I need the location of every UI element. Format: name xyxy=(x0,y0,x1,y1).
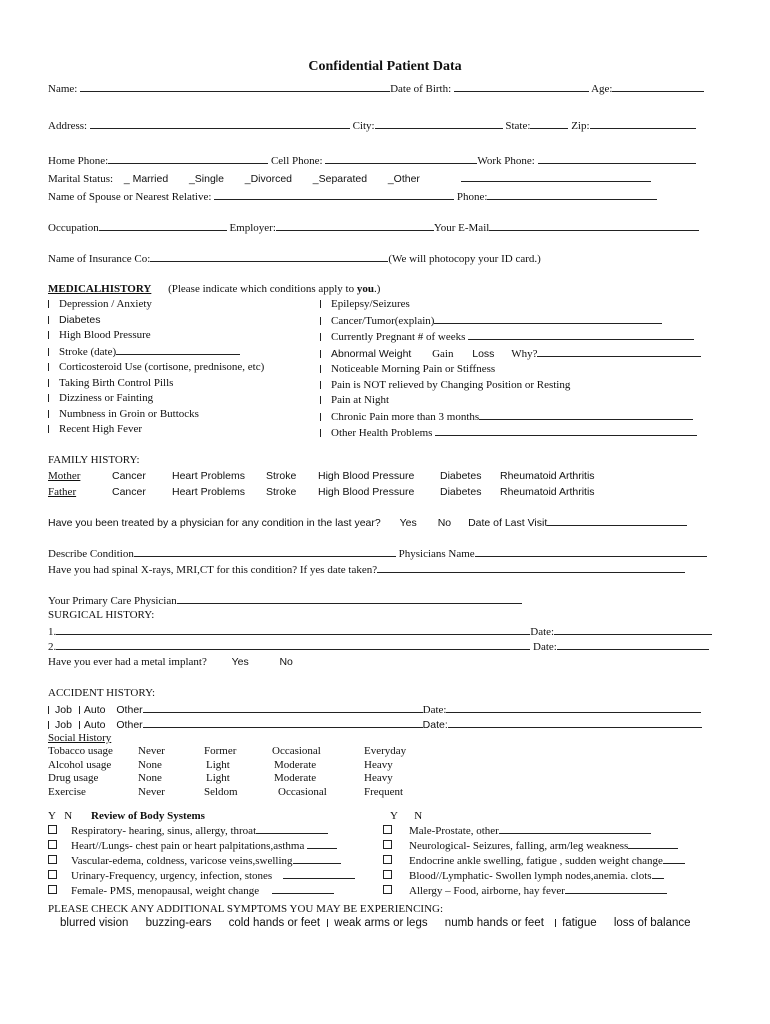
ros-item-label: Neurological- Seizures, falling, arm/leg weakness xyxy=(409,840,629,852)
ros-n-header: N xyxy=(414,810,423,822)
spouse-label: Name of Spouse or Nearest Relative: xyxy=(48,191,212,203)
accident-row-2 xyxy=(48,717,702,732)
social-row-exercise xyxy=(48,786,406,800)
symptoms-row xyxy=(60,916,691,930)
treated-yes-option[interactable]: Yes xyxy=(399,517,417,529)
medical-item-cancer[interactable] xyxy=(320,313,701,330)
ros-urinary-field[interactable] xyxy=(283,868,355,879)
other-health-field[interactable] xyxy=(435,425,697,436)
marital-other-option[interactable]: _Other xyxy=(387,173,420,185)
social-option[interactable]: Light xyxy=(206,758,230,771)
surgical-row-2 xyxy=(48,639,709,654)
medical-left-list xyxy=(48,297,264,438)
ros-neuro-field[interactable] xyxy=(628,838,678,849)
ros-respiratory-field[interactable] xyxy=(256,823,328,834)
xray-row xyxy=(48,562,685,577)
ros-left-list xyxy=(48,823,355,898)
ros-right-header xyxy=(390,809,422,823)
surgical-item-1-label: 1. xyxy=(48,626,57,638)
marital-single-option[interactable]: _Single xyxy=(188,173,224,185)
condition-row xyxy=(48,546,707,561)
name-field[interactable] xyxy=(80,81,390,92)
last-visit-field[interactable] xyxy=(547,515,687,526)
social-option[interactable]: Occasional xyxy=(272,745,321,757)
marital-other-field[interactable] xyxy=(461,171,651,182)
cell-phone-label: Cell Phone: xyxy=(270,155,323,167)
ros-heading: Review of Body Systems xyxy=(91,810,205,822)
city-field[interactable] xyxy=(375,118,503,129)
medical-item-pain-not-relieved[interactable] xyxy=(320,378,701,394)
implant-yes-option[interactable]: Yes xyxy=(231,656,249,668)
physician-name-field[interactable] xyxy=(475,546,707,557)
ros-female-field[interactable] xyxy=(272,883,334,894)
social-option[interactable]: Everyday xyxy=(364,745,407,757)
ros-item-label: Male-Prostate, other xyxy=(409,825,499,837)
employer-field[interactable] xyxy=(276,220,434,231)
phone-row xyxy=(48,153,696,168)
medical-item-other[interactable] xyxy=(320,425,701,442)
dob-label: Date of Birth: xyxy=(390,83,452,95)
surgical-date-1-label: Date: xyxy=(530,626,555,638)
medical-item-label: Pain is NOT relieved by Changing Position or Resting xyxy=(331,378,571,391)
family-who: Father xyxy=(48,486,77,498)
occupation-row xyxy=(48,220,699,235)
social-heading: Social History xyxy=(48,732,112,744)
medical-right-list xyxy=(320,297,701,442)
ros-item-endocrine[interactable] xyxy=(383,853,685,868)
social-option[interactable]: Seldom xyxy=(204,785,238,798)
medical-item-label: High Blood Pressure xyxy=(59,329,151,341)
marital-other-label: Other xyxy=(393,173,420,185)
ros-right-list xyxy=(383,823,685,898)
accident-date-1-label: Date: xyxy=(422,704,447,716)
medical-item-morning-pain[interactable] xyxy=(320,362,701,378)
last-visit-label: Date of Last Visit xyxy=(468,517,548,529)
medical-item-label: Cancer/Tumor(explain) xyxy=(331,314,435,327)
treated-question: Have you been treated by a physician for any condition in the last year? xyxy=(48,517,381,529)
ros-item-blood[interactable] xyxy=(383,868,685,883)
medical-item-diabetes[interactable] xyxy=(48,313,264,329)
state-field[interactable] xyxy=(530,118,568,129)
accident-row-1 xyxy=(48,702,701,717)
address-field[interactable] xyxy=(90,118,350,129)
medical-item-dizziness[interactable] xyxy=(48,391,264,407)
accident-other-field[interactable] xyxy=(143,717,423,728)
ros-heart-field[interactable] xyxy=(307,838,337,849)
medical-item-label: Dizziness or Fainting xyxy=(59,392,154,404)
xray-label: Have you had spinal X-rays, MRI,CT for this condition? If yes date taken? xyxy=(48,564,378,576)
marital-label: Marital Status: xyxy=(48,173,114,185)
marital-married-option[interactable]: _ Married xyxy=(123,173,169,185)
state-label: State: xyxy=(505,120,531,132)
zip-label: Zip: xyxy=(571,120,590,132)
medical-instr-pre: (Please indicate which conditions apply to xyxy=(168,283,357,295)
social-option[interactable]: Heavy xyxy=(364,772,393,784)
social-option[interactable]: None xyxy=(138,758,162,771)
medical-item-label: Noticeable Morning Pain or Stiffness xyxy=(331,363,496,375)
family-mother-stroke[interactable]: Stroke xyxy=(266,470,297,482)
spouse-phone-field[interactable] xyxy=(487,189,657,200)
social-option[interactable]: Light xyxy=(206,772,230,784)
stroke-date-field[interactable] xyxy=(116,344,240,355)
ros-item-female[interactable] xyxy=(48,883,355,898)
social-label: Exercise xyxy=(48,785,86,798)
city-label: City: xyxy=(352,120,375,132)
weight-gain-option[interactable]: Gain xyxy=(432,347,454,360)
symptoms-heading: PLEASE CHECK ANY ADDITIONAL SYMPTOMS YOU MAY BE EXPERIENCING: xyxy=(48,903,444,915)
surgical-heading: SURGICAL HISTORY: xyxy=(48,609,155,621)
social-option[interactable]: Moderate xyxy=(274,758,317,771)
accident-other-option[interactable]: Other xyxy=(116,719,143,731)
medical-item-label: Chronic Pain more than 3 months xyxy=(331,410,480,423)
accident-date-2-field[interactable] xyxy=(448,717,702,728)
cell-phone-field[interactable] xyxy=(325,153,477,164)
medical-item-label: Taking Birth Control Pills xyxy=(59,376,174,389)
ros-item-allergy[interactable] xyxy=(383,883,685,898)
ros-item-label: Allergy – Food, airborne, hay fever xyxy=(409,885,565,897)
insurance-field[interactable] xyxy=(150,251,388,262)
accident-date-2-label: Date: xyxy=(422,719,448,731)
medical-heading-row xyxy=(48,282,380,296)
surgical-date-2-field[interactable] xyxy=(557,639,709,650)
condition-field[interactable] xyxy=(134,546,396,557)
marital-separated-label: Separated xyxy=(318,173,368,185)
family-father-cancer[interactable]: Cancer xyxy=(112,486,146,498)
ros-allergy-field[interactable] xyxy=(565,883,667,894)
address-label: Address: xyxy=(48,120,88,132)
symptom-buzzing-ears[interactable]: buzzing-ears xyxy=(145,917,212,929)
medical-item-hbp[interactable] xyxy=(48,328,264,344)
age-field[interactable] xyxy=(612,81,704,92)
symptom-blurred-vision[interactable]: blurred vision xyxy=(60,917,129,929)
employer-label: Employer: xyxy=(229,222,276,234)
accident-auto-option[interactable]: Auto xyxy=(83,704,106,716)
address-row xyxy=(48,118,696,133)
accident-other-option[interactable]: Other xyxy=(116,704,143,716)
pregnant-weeks-field[interactable] xyxy=(468,329,694,340)
treated-no-option[interactable]: No xyxy=(437,517,452,529)
work-phone-field[interactable] xyxy=(538,153,696,164)
medical-item-label: Corticosteroid Use (cortisone, prednisone, etc) xyxy=(59,361,265,373)
medical-item-birth-control[interactable] xyxy=(48,376,264,392)
condition-label: Describe Condition xyxy=(48,548,134,560)
social-row-alcohol xyxy=(48,759,406,773)
ros-y-header: Y xyxy=(390,810,398,822)
medical-item-corticosteroid[interactable] xyxy=(48,360,264,376)
pcp-field[interactable] xyxy=(177,593,522,604)
ros-item-heart-lungs[interactable] xyxy=(48,838,355,853)
ros-item-neurological[interactable] xyxy=(383,838,685,853)
marital-single-label: Single xyxy=(194,173,224,185)
social-row-drug xyxy=(48,772,406,786)
medical-item-chronic-pain[interactable] xyxy=(320,409,701,426)
weight-loss-option[interactable]: Loss xyxy=(472,347,495,360)
surgical-date-2-label: Date: xyxy=(533,641,557,653)
ros-item-label: Female- PMS, menopausal, weight change xyxy=(71,885,260,897)
marital-married-label: Married xyxy=(132,173,169,185)
xray-field[interactable] xyxy=(377,562,685,573)
ros-item-label: Endocrine ankle swelling, fatigue , sudden weight change xyxy=(409,855,663,867)
symptom-fatigue[interactable]: fatigue xyxy=(562,917,597,929)
insurance-note: (We will photocopy your ID card.) xyxy=(388,253,541,265)
ros-male-field[interactable] xyxy=(499,823,651,834)
implant-no-option[interactable]: No xyxy=(279,656,293,668)
social-label: Tobacco usage xyxy=(48,745,113,757)
ros-endocrine-field[interactable] xyxy=(663,853,685,864)
social-option[interactable]: Occasional xyxy=(278,785,327,798)
medical-item-label: Pain at Night xyxy=(331,394,390,406)
medical-item-label: Other Health Problems xyxy=(331,427,433,439)
occupation-label: Occupation xyxy=(48,222,99,234)
ros-item-label: Vascular-edema, coldness, varicose veins,swelling xyxy=(71,855,293,867)
weight-why-label: Why? xyxy=(511,347,538,360)
occupation-field[interactable] xyxy=(99,220,227,231)
medical-item-pain-night[interactable] xyxy=(320,393,701,409)
pcp-row xyxy=(48,593,522,608)
social-label: Drug usage xyxy=(48,772,99,784)
medical-item-label: Currently Pregnant # of weeks xyxy=(331,331,466,343)
age-label: Age: xyxy=(591,83,613,95)
family-who: Mother xyxy=(48,470,81,482)
ros-item-male[interactable] xyxy=(383,823,685,838)
medical-item-label: Diabetes xyxy=(59,313,101,326)
medical-item-fever[interactable] xyxy=(48,422,264,438)
pcp-label: Your Primary Care Physician xyxy=(48,595,177,607)
implant-question: Have you ever had a metal implant? xyxy=(48,656,207,668)
medical-heading: MEDICALHISTORY xyxy=(48,283,152,295)
email-field[interactable] xyxy=(489,220,699,231)
dob-field[interactable] xyxy=(454,81,589,92)
surgical-item-2-label: 2. xyxy=(48,641,57,653)
social-row-tobacco xyxy=(48,745,406,759)
family-mother-diabetes[interactable]: Diabetes xyxy=(440,470,482,482)
work-phone-label: Work Phone: xyxy=(477,155,535,167)
implant-row xyxy=(48,655,293,669)
social-table xyxy=(48,745,406,799)
insurance-label: Name of Insurance Co: xyxy=(48,253,151,265)
marital-divorced-label: Divorced xyxy=(250,173,293,185)
accident-job-option[interactable]: Job xyxy=(55,704,72,716)
medical-item-label: Recent High Fever xyxy=(59,423,143,435)
ros-item-label: Urinary-Frequency, urgency, infection, stones xyxy=(71,870,273,882)
accident-auto-option[interactable]: Auto xyxy=(83,719,106,731)
accident-date-1-field[interactable] xyxy=(446,702,701,713)
marital-separated-option[interactable]: _Separated xyxy=(312,173,368,185)
symptom-cold-hands[interactable]: cold hands or feet xyxy=(228,917,321,929)
ros-vascular-field[interactable] xyxy=(293,853,341,864)
social-label: Alcohol usage xyxy=(48,758,112,771)
ros-item-label: Respiratory- hearing, sinus, allergy, throat xyxy=(71,825,257,837)
insurance-row xyxy=(48,251,541,266)
accident-job-option[interactable]: Job xyxy=(55,719,72,731)
email-label: Your E-Mail xyxy=(433,222,490,234)
social-option[interactable]: Never xyxy=(138,785,165,798)
ros-item-label: Heart//Lungs- chest pain or heart palpitations,asthma xyxy=(71,840,305,852)
family-mother-hbp[interactable]: High Blood Pressure xyxy=(318,470,415,482)
family-father-ra[interactable]: Rheumatoid Arthritis xyxy=(500,486,595,498)
surgical-row-1 xyxy=(48,624,712,639)
cancer-explain-field[interactable] xyxy=(434,313,662,324)
form-title: Confidential Patient Data xyxy=(308,59,462,74)
social-option[interactable]: Never xyxy=(138,745,165,757)
ros-item-label: Blood//Lymphatic- Swollen lymph nodes,anemia. clots xyxy=(409,870,652,882)
family-mother-ra[interactable]: Rheumatoid Arthritis xyxy=(500,470,595,482)
medical-item-stroke[interactable] xyxy=(48,344,264,361)
treated-row xyxy=(48,515,687,530)
spouse-row xyxy=(48,189,657,204)
ros-blood-field[interactable] xyxy=(652,868,664,879)
medical-item-label: Abnormal Weight xyxy=(331,347,412,360)
family-father-stroke[interactable]: Stroke xyxy=(266,486,297,498)
social-option[interactable]: Former xyxy=(204,745,237,757)
home-phone-field[interactable] xyxy=(108,153,268,164)
medical-item-label: Stroke (date) xyxy=(59,345,117,358)
symptom-numb-hands[interactable]: numb hands or feet xyxy=(444,917,544,929)
medical-instr-post: .) xyxy=(374,283,381,295)
family-heading: FAMILY HISTORY: xyxy=(48,454,140,466)
name-label: Name: xyxy=(48,83,78,95)
medical-item-epilepsy[interactable] xyxy=(320,297,701,313)
surgical-item-1-field[interactable] xyxy=(56,624,530,635)
family-row-mother xyxy=(48,469,595,483)
weight-why-field[interactable] xyxy=(537,346,701,357)
family-mother-cancer[interactable]: Cancer xyxy=(112,470,146,482)
medical-item-pregnant[interactable] xyxy=(320,329,701,346)
physician-name-label: Physicians Name xyxy=(398,548,475,560)
medical-item-label: Depression / Anxiety xyxy=(59,298,152,310)
symptom-weak-arms[interactable]: weak arms or legs xyxy=(334,917,428,929)
medical-item-weight[interactable] xyxy=(320,346,701,363)
marital-row xyxy=(48,171,651,186)
medical-item-depression[interactable] xyxy=(48,297,264,313)
social-option[interactable]: None xyxy=(138,772,162,784)
symptom-loss-balance[interactable]: loss of balance xyxy=(613,917,691,929)
spouse-phone-label: Phone: xyxy=(456,191,488,203)
zip-field[interactable] xyxy=(590,118,696,129)
name-row xyxy=(48,81,704,96)
accident-heading: ACCIDENT HISTORY: xyxy=(48,687,156,699)
ros-item-vascular[interactable] xyxy=(48,853,355,868)
medical-item-numbness[interactable] xyxy=(48,407,264,423)
social-option[interactable]: Moderate xyxy=(274,772,317,784)
medical-item-label: Numbness in Groin or Buttocks xyxy=(59,407,199,420)
spouse-field[interactable] xyxy=(214,189,454,200)
ros-heading-row xyxy=(48,809,205,823)
social-option[interactable]: Heavy xyxy=(364,758,393,771)
family-father-heart[interactable]: Heart Problems xyxy=(172,486,245,498)
family-mother-heart[interactable]: Heart Problems xyxy=(172,470,245,482)
accident-other-field[interactable] xyxy=(143,702,423,713)
medical-instr-you: you xyxy=(356,283,374,295)
ros-y-header: Y xyxy=(48,810,56,822)
family-row-father xyxy=(48,485,595,499)
ros-item-respiratory[interactable] xyxy=(48,823,355,838)
social-option[interactable]: Frequent xyxy=(364,785,404,798)
surgical-item-2-field[interactable] xyxy=(56,639,530,650)
medical-item-label: Epilepsy/Seizures xyxy=(331,298,410,310)
family-father-hbp[interactable]: High Blood Pressure xyxy=(318,486,415,498)
home-phone-label: Home Phone: xyxy=(48,155,109,167)
ros-item-urinary[interactable] xyxy=(48,868,355,883)
marital-divorced-option[interactable]: _Divorced xyxy=(244,173,293,185)
surgical-date-1-field[interactable] xyxy=(554,624,712,635)
chronic-pain-field[interactable] xyxy=(479,409,693,420)
family-father-diabetes[interactable]: Diabetes xyxy=(440,486,482,498)
ros-n-header: N xyxy=(64,810,73,822)
